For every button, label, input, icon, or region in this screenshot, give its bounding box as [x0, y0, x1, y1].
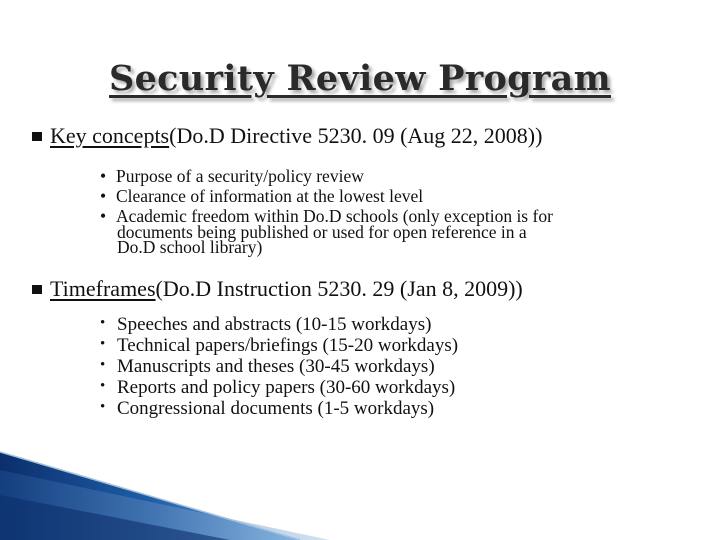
list-item-text: Clearance of information at the lowest level	[116, 186, 424, 206]
key-concepts-list	[100, 166, 690, 256]
bullet-icon: •	[100, 399, 106, 415]
list-item	[100, 206, 690, 256]
bullet-icon: •	[100, 357, 106, 373]
list-item	[100, 166, 690, 186]
square-bullet-icon	[32, 132, 42, 141]
section-timeframes	[32, 276, 523, 302]
heading-reference: (Do.D Directive 5230. 09 (Aug 22, 2008))	[169, 123, 543, 148]
bullet-icon: •	[100, 186, 107, 206]
list-item-text: Congressional documents (1-5 workdays)	[117, 398, 435, 419]
square-bullet-icon	[32, 285, 42, 294]
key-concepts-link[interactable]: Key concepts	[50, 123, 170, 148]
bullet-icon: •	[100, 166, 107, 186]
list-item	[100, 356, 458, 377]
bullet-icon: •	[100, 315, 106, 331]
list-item-continuation: documents being published or used for open reference in a	[117, 222, 527, 242]
timeframes-link[interactable]: Timeframes	[50, 276, 156, 301]
bullet-icon: •	[100, 378, 106, 394]
list-item-text: Technical papers/briefings (15-20 workdays)	[117, 335, 459, 356]
list-item-text: Purpose of a security/policy review	[116, 166, 364, 186]
list-item	[100, 335, 458, 356]
section-key-concepts	[32, 123, 542, 149]
section-heading	[32, 123, 542, 149]
list-item	[100, 314, 458, 335]
list-item-continuation: Do.D school library)	[117, 237, 263, 257]
list-item-text: Manuscripts and theses (30-45 workdays)	[117, 356, 435, 377]
list-item-text: Reports and policy papers (30-60 workdays)	[117, 377, 456, 398]
heading-reference: (Do.D Instruction 5230. 29 (Jan 8, 2009))	[155, 276, 523, 301]
list-item-text: Speeches and abstracts (10-15 workdays)	[117, 314, 432, 335]
timeframes-list	[100, 314, 458, 419]
section-heading	[32, 276, 523, 302]
list-item	[100, 398, 458, 419]
list-item-text: Academic freedom within Do.D schools (only exception is for	[116, 206, 553, 226]
bullet-icon: •	[100, 336, 106, 352]
decorative-wedge	[0, 440, 720, 540]
list-item	[100, 186, 690, 206]
slide-title: Security Review Program	[109, 58, 611, 99]
list-item	[100, 377, 458, 398]
bullet-icon: •	[100, 206, 107, 226]
